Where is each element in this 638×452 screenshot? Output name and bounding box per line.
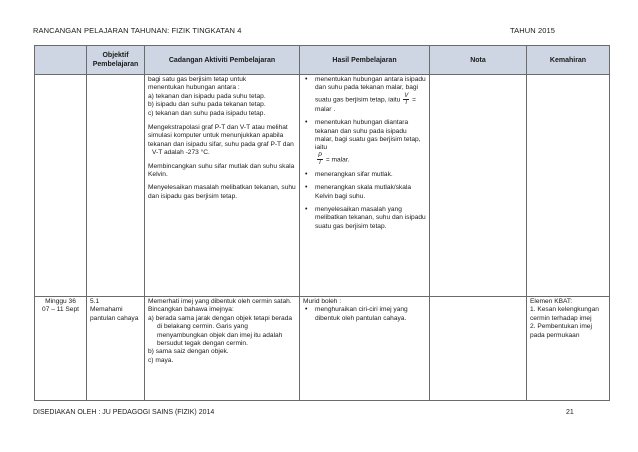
list-item: c) maya. (148, 356, 174, 364)
activity-extrapolate: Mengekstrapolasi graf P-T dan V-T atau melihat simulasi komputer untuk menunjukkan apabila tekanan dan isipadu sifar, suhu pada graf P-T dan (148, 124, 294, 148)
table-row (35, 75, 610, 297)
fraction-p-over-t (317, 153, 323, 166)
list-item (303, 76, 426, 114)
skills-cell (527, 75, 610, 297)
notes-cell (430, 297, 527, 401)
outcomes-list (303, 76, 426, 231)
objective-text: Memahami pantulan cahaya (90, 306, 139, 322)
outcome-text: menentukan hubungan diantara tekanan dan suhu pada isipadu malar, bagi suatu gas berjisim tetap, iaitu (315, 119, 421, 152)
outcomes-list (303, 306, 426, 323)
notes-header: Nota (430, 46, 527, 75)
fraction-denominator: T (318, 159, 322, 166)
notes-cell (430, 75, 527, 297)
outcome-tail: = malar . (315, 96, 416, 113)
objective-cell (87, 75, 145, 297)
outcome-intro: Murid boleh : (303, 298, 342, 305)
list-item (303, 184, 426, 201)
week-header (35, 46, 87, 75)
list-item: a) berada sama jarak dengan objek tetapi berada di belakang cermin. Garis yang menyambungkan objek dan imej itu adalah bersudut tegak dengan cermin. (148, 314, 293, 348)
outcomes-cell (300, 75, 430, 297)
activity-extrapolate-end: V-T adalah -273 °C. (152, 149, 210, 157)
activity-solve: Menyelesaikan masalah melibatkan tekanan, suhu dan isipadu gas berjisim tetap. (148, 184, 296, 200)
outcome-text: menghuraikan ciri-ciri imej yang dibentuk oleh pantulan cahaya. (315, 306, 408, 322)
activity-discuss: Membincangkan suhu sifar mutlak dan suhu skala Kelvin. (148, 162, 295, 179)
fraction-v-over-t (403, 93, 409, 106)
objective-header: Objektif Pembelajaran (87, 46, 145, 75)
activity-intro-2: menentukan hubungan antara : (148, 84, 240, 92)
week-dates: 07 – 11 Sept (42, 306, 79, 314)
skills-text: Elemen KBAT: 1. Kesan kelengkungan cermin terhadap imej 2. Pembentukan imej pada permukaan (530, 298, 599, 339)
list-item: c) tekanan dan suhu pada isipadu tetap. (148, 109, 266, 117)
footer-credit: DISEDIAKAN OLEH : JU PEDAGOGI SAINS (FIZIK) 2014 (33, 409, 215, 416)
list-item (303, 119, 426, 166)
activity-intro: Memerhati imej yang dibentuk oleh cermin satah. Bincangkan bahawa imejnya: (148, 298, 292, 314)
list-item (303, 306, 426, 323)
fraction-denominator: T (404, 99, 409, 106)
lesson-plan-table (34, 45, 610, 401)
list-item (303, 206, 426, 231)
week-cell (35, 297, 87, 401)
activities-cell (145, 75, 300, 297)
document-year: TAHUN 2015 (510, 26, 556, 35)
activity-list (148, 315, 296, 365)
objective-cell (87, 297, 145, 401)
outcome-text: menerangkan sifar mutlak. (315, 170, 393, 178)
fraction-numerator: P (318, 152, 323, 159)
outcome-text: menyelesaikan masalah yang melibatkan tekanan, suhu dan isipadu suatu gas berjisim tetap. (315, 206, 426, 230)
skills-cell (527, 297, 610, 401)
objective-number: 5.1 (90, 298, 100, 305)
activities-header: Cadangan Aktiviti Pembelajaran (145, 46, 300, 75)
outcome-text: menentukan hubungan antara isipadu dan suhu pada tekanan malar, bagi suatu gas berjisim tetap, iaitu (315, 76, 426, 104)
table-header-row (35, 46, 610, 75)
outcome-text: menerangkan skala mutlak/skala Kelvin bagi suhu. (315, 184, 412, 200)
outcomes-cell (300, 297, 430, 401)
activity-intro-1: bagi satu gas berjisim tetap untuk (148, 76, 247, 83)
document-title: RANCANGAN PELAJARAN TAHUNAN: FIZIK TINGKATAN 4 (33, 26, 242, 35)
page-number: 21 (566, 409, 574, 416)
fraction-line (316, 153, 426, 166)
week-number: Minggu 36 (45, 298, 76, 305)
activities-cell (145, 297, 300, 401)
week-cell (35, 75, 87, 297)
table-row (35, 297, 610, 401)
list-item: b) isipadu dan suhu pada tekanan tetap. (148, 101, 266, 109)
fraction-numerator: V (404, 92, 409, 99)
list-item: a) tekanan dan isipadu pada suhu tetap. (148, 92, 266, 100)
outcomes-header: Hasil Pembelajaran (300, 46, 430, 75)
list-item (303, 171, 426, 179)
activity-list (148, 93, 296, 118)
list-item: b) sama saiz dengan objek. (148, 348, 229, 356)
outcome-tail: = malar. (325, 156, 350, 164)
skills-header: Kemahiran (527, 46, 610, 75)
